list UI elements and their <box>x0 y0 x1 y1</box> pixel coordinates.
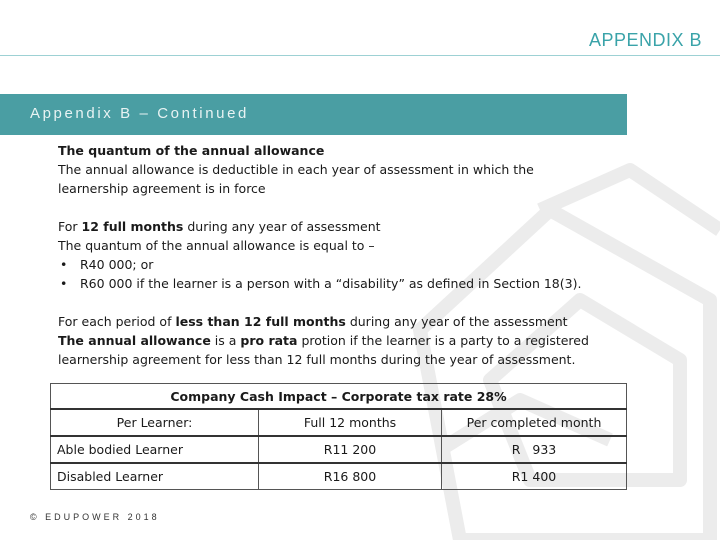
para2-bold: 12 full months <box>81 219 184 234</box>
para1-line3: learnership agreement is in force <box>58 181 266 196</box>
row-month-value: R 933 <box>442 436 627 463</box>
row-label: Able bodied Learner <box>51 436 259 463</box>
para2-prefix: For <box>58 219 82 234</box>
bullet-item: • R40 000; or <box>58 255 628 274</box>
header-per-completed-month: Per completed month <box>442 409 627 436</box>
para3-line3: learnership agreement for less than 12 full months during the year of assessment. <box>58 352 576 367</box>
section-banner <box>0 94 627 135</box>
para3-line2-suffix: protion if the learner is a party to a registered <box>297 333 589 348</box>
para3-line2-bold: The annual allowance <box>58 333 211 348</box>
header-per-learner: Per Learner: <box>51 409 259 436</box>
table-row <box>51 463 627 490</box>
para2-suffix: during any year of assessment <box>183 219 381 234</box>
table-caption-text: Company Cash Impact – Corporate tax rate 28% <box>170 388 507 404</box>
bullet-item: • R60 000 if the learner is a person with a “disability” as defined in Section 18(3). <box>58 274 628 293</box>
row-full-value: R11 200 <box>259 436 442 463</box>
para3-suffix: during any year of the assessment <box>345 314 568 329</box>
para3-line2-mid: is a <box>210 333 241 348</box>
para3-pro-rata: pro rata <box>240 333 298 348</box>
page-title: APPENDIX B <box>588 30 702 50</box>
header-divider <box>0 55 720 56</box>
footer-copyright: © EDUPOWER 2018 <box>30 512 160 522</box>
para3-bold: less than 12 full months <box>175 314 346 329</box>
para1-line2: The annual allowance is deductible in each year of assessment in which the <box>58 162 534 177</box>
row-label: Disabled Learner <box>51 463 259 490</box>
body-text <box>58 141 628 369</box>
para1-heading: The quantum of the annual allowance <box>58 143 325 158</box>
para2-line2: The quantum of the annual allowance is equal to – <box>58 238 375 253</box>
cash-impact-table <box>50 383 627 490</box>
para3-line2 <box>58 331 628 350</box>
table-header-row <box>51 409 627 436</box>
para3-prefix: For each period of <box>58 314 176 329</box>
para2-line1 <box>58 217 628 236</box>
row-month-value: R1 400 <box>442 463 627 490</box>
row-full-value: R16 800 <box>259 463 442 490</box>
table-caption <box>51 384 627 410</box>
banner-label: Appendix B – Continued <box>30 105 249 122</box>
table-row <box>51 436 627 463</box>
header-full-12-months: Full 12 months <box>259 409 442 436</box>
para3-line1 <box>58 312 628 331</box>
